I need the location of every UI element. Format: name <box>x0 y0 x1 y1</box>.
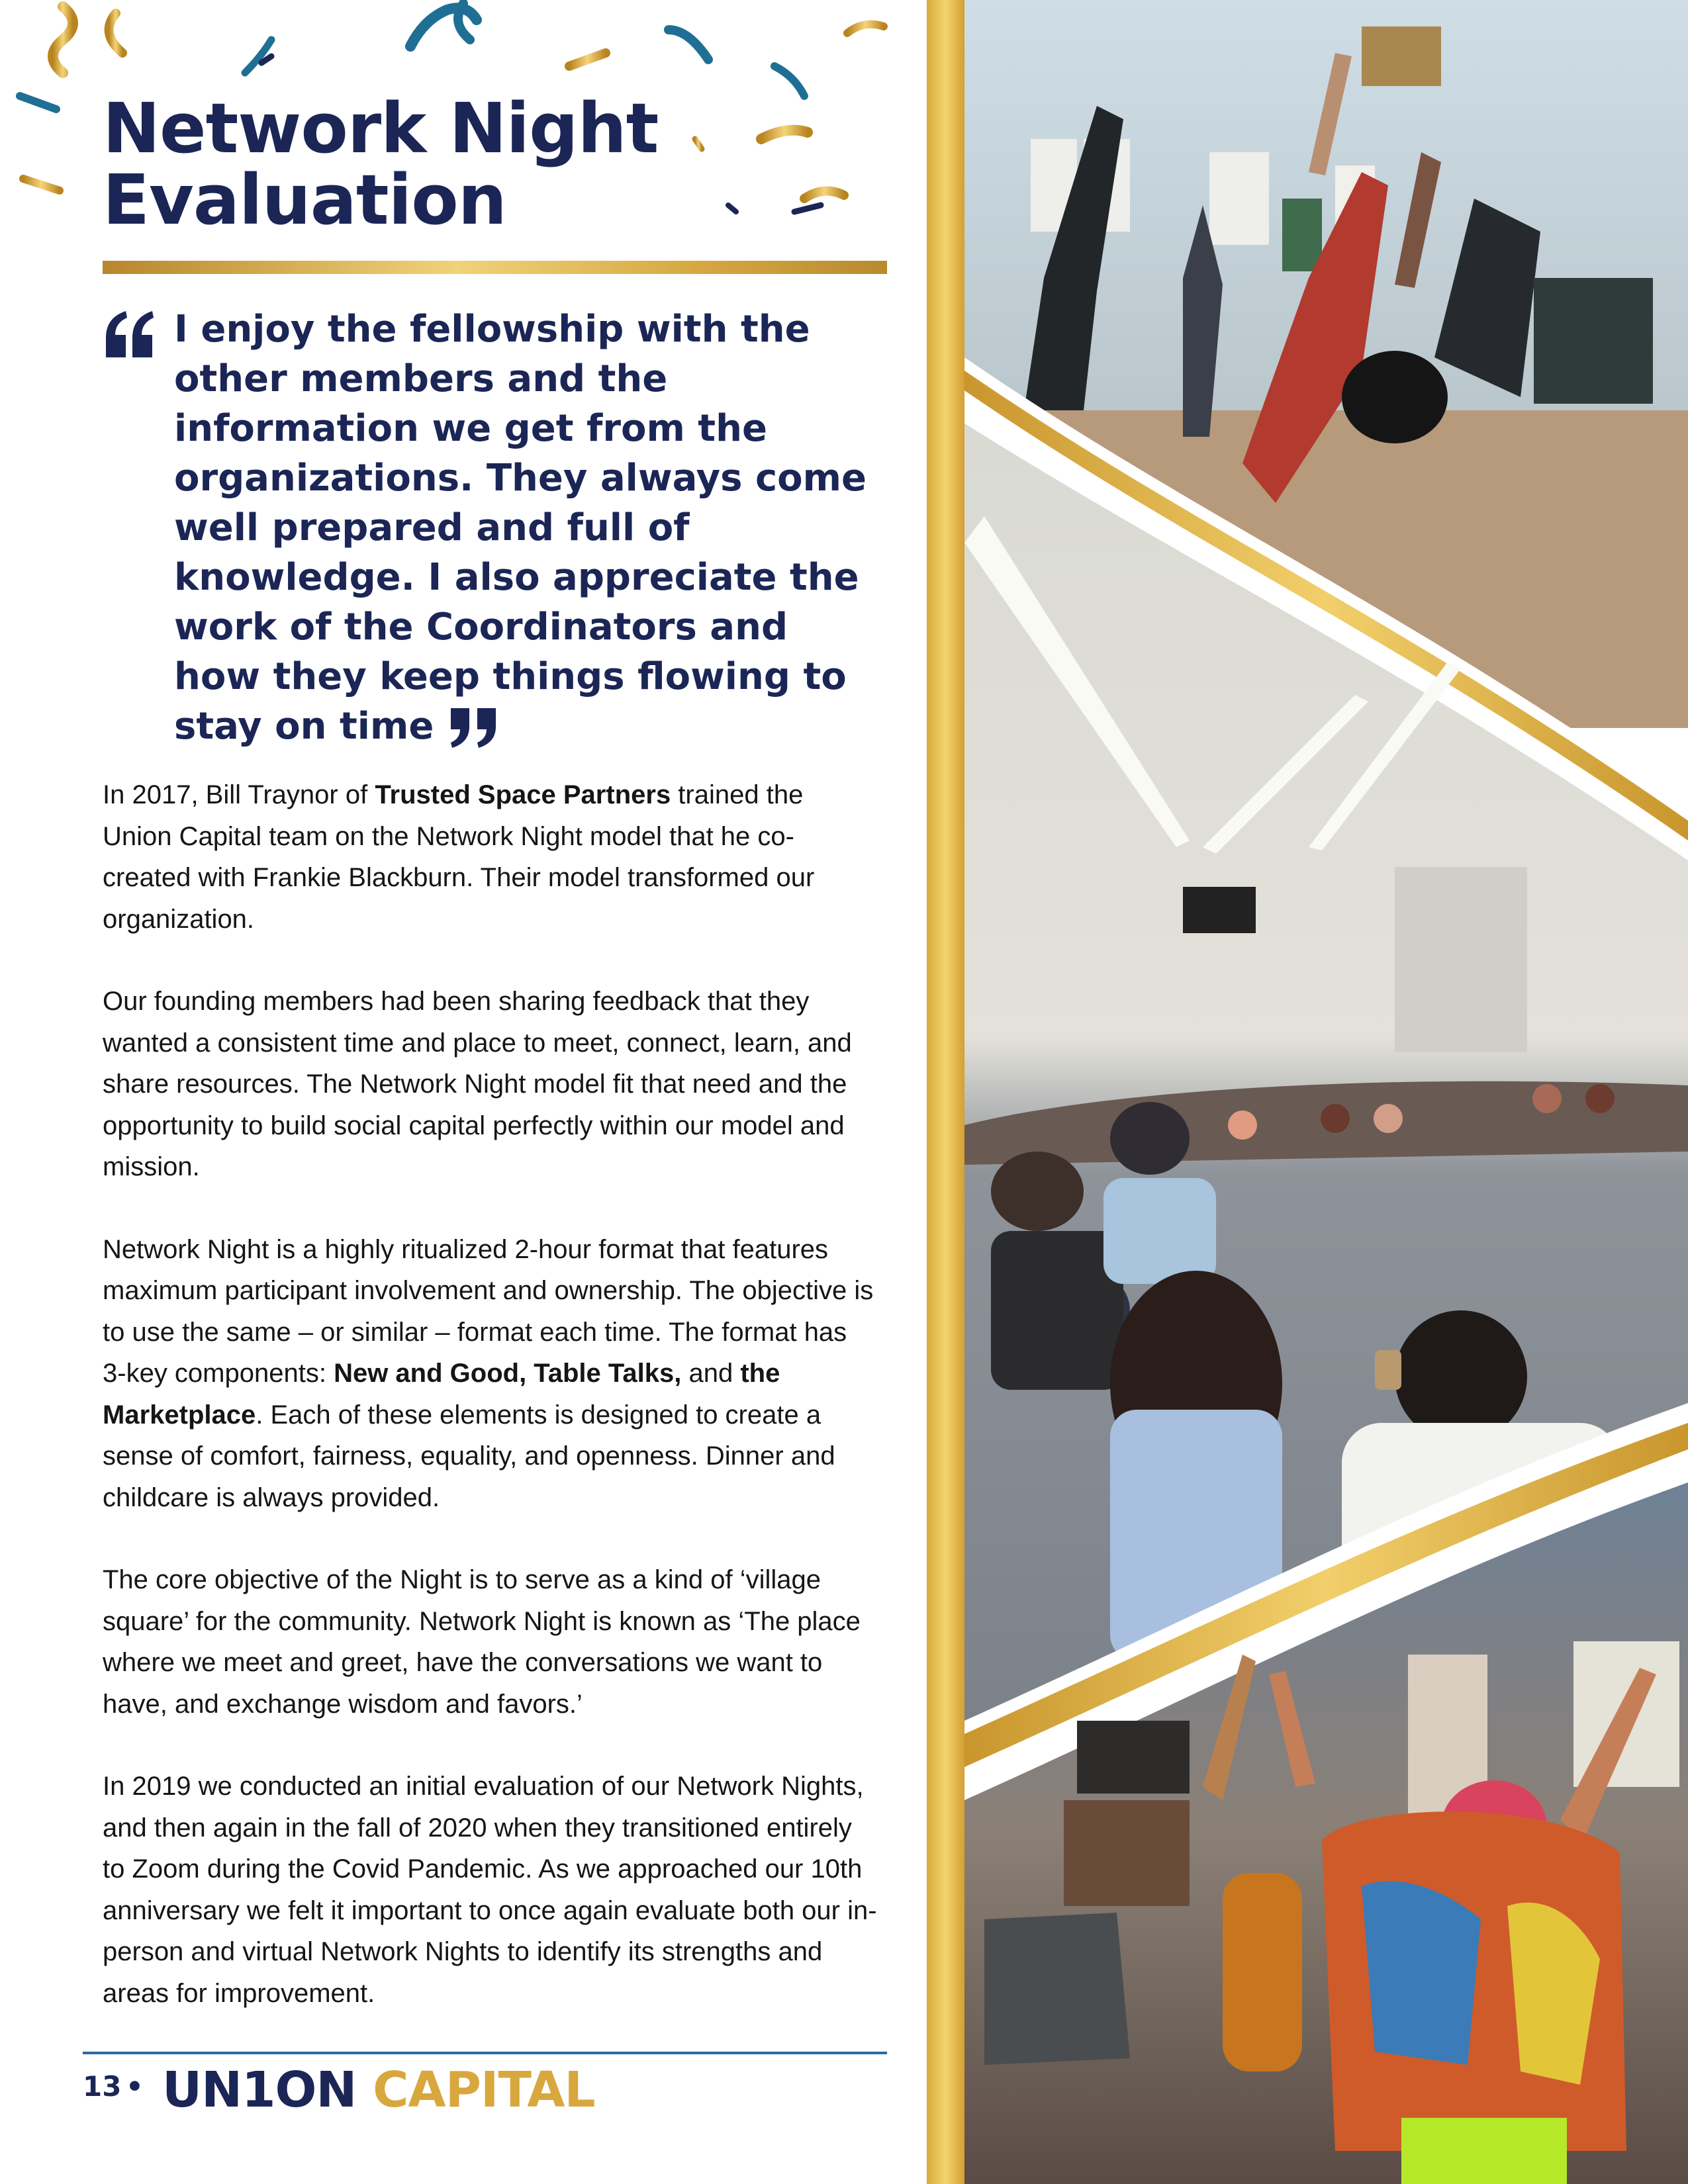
page-number: 13 <box>83 2070 122 2103</box>
logo-part-1: UN1ON <box>162 2062 357 2118</box>
title-line-1: Network Night <box>103 88 659 169</box>
p3-bold-marketplace: the Marketplace <box>103 1359 780 1430</box>
p1-text-c: trained the Union Capital team on the Network Night model that he co-created with Frankie Blackburn. Their model transformed our organization. <box>103 780 815 934</box>
body-copy <box>103 774 877 2055</box>
testimonial-quote <box>174 304 882 751</box>
paragraph-1 <box>103 774 877 940</box>
p3-bold-components: New and Good, Table Talks, <box>334 1359 682 1388</box>
page-title <box>103 88 659 240</box>
gold-vertical-strip <box>927 0 964 2184</box>
p1-text-a: In 2017, Bill Traynor of <box>103 780 375 809</box>
paragraph-3 <box>103 1229 877 1519</box>
p1-bold-org: Trusted Space Partners <box>375 780 671 809</box>
photo-collage <box>964 0 1688 2184</box>
footer-divider <box>83 2052 887 2054</box>
paragraph-2: Our founding members had been sharing feedback that they wanted a consistent time and place to meet, connect, learn, and share resources. The Network Night model fit that need and the opportunity to build social capital perfectly within our model and mission. <box>103 987 852 1181</box>
open-quote-icon <box>99 311 159 357</box>
title-line-2: Evaluation <box>103 159 506 240</box>
quote-text: I enjoy the fellowship with the other members and the information we get from the organizations. They always come well prepared and full of knowledge. I also appreciate the work of the Coordinators and how they keep things flowing to stay on time <box>174 308 867 748</box>
paragraph-5: In 2019 we conducted an initial evaluation of our Network Nights, and then again in the fall of 2020 when they transitioned entirely to Zoom during the Covid Pandemic. As we approached our 10th anniversary we felt it important to once again evaluate both our in-person and virtual Network Nights to identify its strengths and areas for improvement. <box>103 1772 877 2008</box>
logo-part-2: CAPITAL <box>356 2062 595 2118</box>
p3-text-a: Network Night is a highly ritualized 2-hour format that features maximum participant involvement and ownership. The objective is to use the same – or similar – format each time. The format has 3-key components: <box>103 1234 874 1388</box>
p3-text-e: . Each of these elements is designed to create a sense of comfort, fairness, equality, and openness. Dinner and childcare is always provided. <box>103 1400 835 1512</box>
footer-bullet: • <box>126 2070 144 2103</box>
union-capital-logo <box>162 2064 595 2116</box>
paragraph-4: The core objective of the Night is to serve as a kind of ‘village square’ for the community. Network Night is known as ‘The place where we meet and greet, have the conversations we want to have, and exchange wisdom and favors.’ <box>103 1565 861 1719</box>
close-quote-icon <box>445 708 498 748</box>
p3-text-c: and <box>681 1359 741 1388</box>
title-underline <box>103 261 887 274</box>
